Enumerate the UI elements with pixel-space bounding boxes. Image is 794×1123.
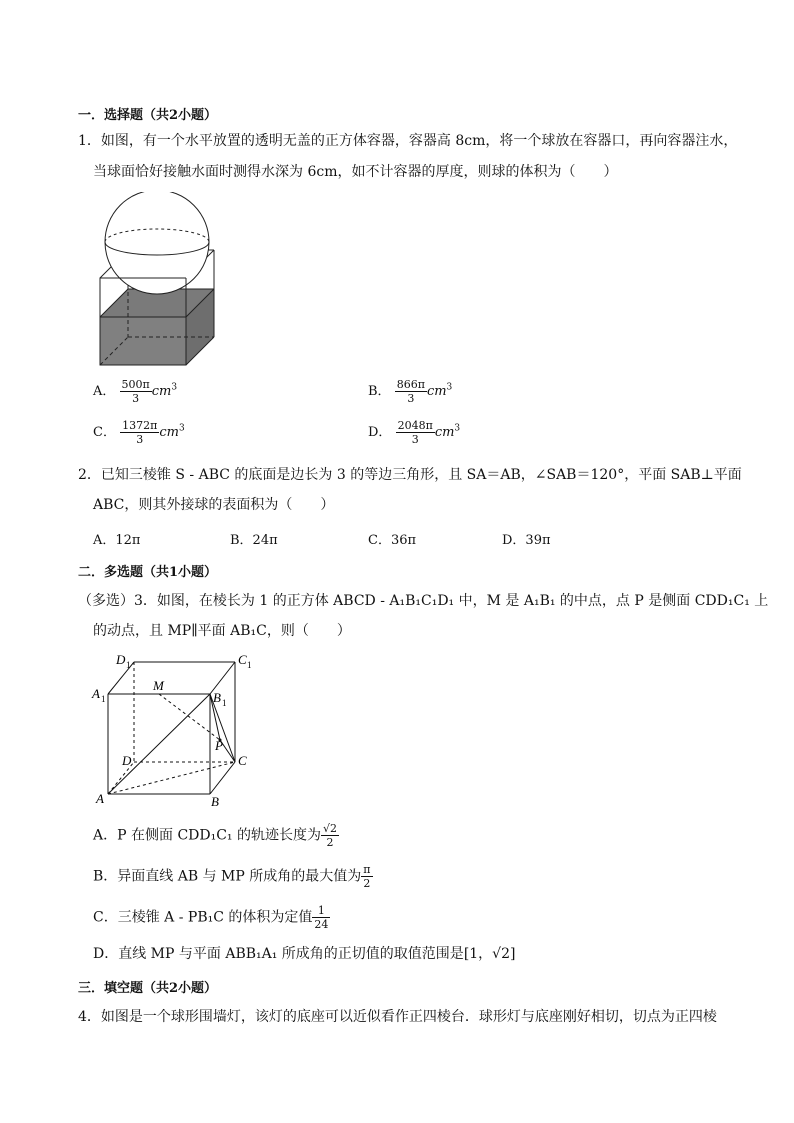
- option-letter: D．: [93, 946, 119, 962]
- label-b1-sub: 1: [222, 698, 227, 708]
- q3-option-b[interactable]: [93, 863, 373, 890]
- q2-text-line2: ABC，则其外接球的表面积为（ ）: [93, 497, 335, 513]
- fraction: [120, 419, 159, 446]
- q2-option-b[interactable]: B．24π: [230, 533, 278, 548]
- unit-exponent: 3: [178, 423, 185, 434]
- fraction: [321, 822, 339, 849]
- fraction-denominator: 2: [326, 836, 334, 849]
- fraction: [120, 378, 152, 405]
- q3-cube-figure: [90, 650, 260, 810]
- label-a1: A: [92, 686, 100, 701]
- q2-text-line1: 2．已知三棱锥 S - ABC 的底面是边长为 3 的等边三角形，且 SA＝AB，∠SAB＝120°，平面 SAB⊥平面: [78, 467, 742, 483]
- q1-option-b[interactable]: [368, 378, 452, 405]
- fraction-numerator: 1372π: [122, 419, 158, 432]
- fraction-denominator: 3: [136, 433, 144, 446]
- unit: cm: [434, 425, 455, 440]
- q2-option-a[interactable]: A．12π: [93, 533, 141, 548]
- fraction-denominator: 2: [363, 877, 371, 890]
- q1-option-c[interactable]: [93, 419, 185, 446]
- option-letter: B．: [368, 384, 391, 399]
- label-p: P: [215, 738, 223, 753]
- option-letter: A．: [93, 384, 116, 399]
- label-b: B: [211, 794, 219, 809]
- section-title-fill: 三．填空题（共2小题）: [78, 981, 218, 996]
- q2-option-d[interactable]: D．39π: [502, 533, 551, 548]
- option-text: 三棱锥 A - PB₁C 的体积为定值: [117, 909, 313, 926]
- fraction-numerator: 866π: [396, 378, 425, 391]
- fraction-numerator: π: [363, 863, 371, 876]
- unit: cm: [159, 425, 179, 440]
- fraction-numerator: 2048π: [397, 419, 433, 432]
- q1-cube-sphere-figure: [96, 192, 220, 370]
- fraction: [312, 904, 330, 931]
- fraction-numerator: 1: [312, 904, 330, 918]
- label-c1-sub: 1: [247, 660, 252, 670]
- label-a1-sub: 1: [101, 694, 106, 704]
- option-letter: B．: [93, 868, 118, 885]
- label-c: C: [238, 753, 247, 768]
- option-text: 直线 MP 与平面 ABB₁A₁ 所成角的正切值的取值范围是: [118, 946, 464, 962]
- q2-option-c[interactable]: C．36π: [368, 533, 417, 548]
- fraction: [396, 419, 435, 446]
- q3-option-c[interactable]: [93, 904, 330, 931]
- q3-option-d[interactable]: [93, 945, 515, 963]
- label-m: M: [153, 678, 164, 693]
- label-b1: B: [213, 690, 221, 705]
- unit-exponent: 3: [454, 423, 461, 434]
- q3-text-line1: （多选）3．如图，在棱长为 1 的正方体 ABCD - A₁B₁C₁D₁ 中，M 是 A₁B₁ 的中点，点 P 是侧面 CDD₁C₁ 上: [78, 593, 769, 609]
- q4-text-line1: 4．如图是一个球形围墙灯，该灯的底座可以近似看作正四棱台．球形灯与底座刚好相切，切点为正四棱: [78, 1009, 717, 1025]
- label-a: A: [96, 791, 104, 806]
- unit: cm: [151, 384, 172, 399]
- section-title-multi: 二．多选题（共1小题）: [78, 565, 218, 580]
- fraction-denominator: 3: [411, 433, 419, 446]
- fraction-numerator: √2: [323, 822, 338, 835]
- fraction: [395, 378, 427, 405]
- fraction: [361, 863, 372, 890]
- q1-text-line1: 1．如图，有一个水平放置的透明无盖的正方体容器，容器高 8cm，将一个球放在容器口，再向容器注水，: [78, 133, 738, 149]
- option-text: P 在侧面 CDD₁C₁ 的轨迹长度为: [117, 827, 321, 844]
- option-letter: C．: [93, 909, 118, 926]
- q3-option-a[interactable]: [93, 822, 339, 849]
- section-title-choice: 一．选择题（共2小题）: [78, 108, 218, 123]
- label-d: D: [122, 753, 132, 768]
- option-letter: A．: [93, 827, 118, 844]
- q1-text-line2: 当球面恰好接触水面时测得水深为 6cm，如不计容器的厚度，则球的体积为（ ）: [93, 164, 618, 180]
- fraction-denominator: 3: [407, 392, 415, 405]
- fraction-denominator: 3: [132, 392, 140, 405]
- option-text: 异面直线 AB 与 MP 所成角的最大值为: [117, 868, 362, 885]
- unit-exponent: 3: [446, 382, 453, 393]
- q1-option-d[interactable]: [368, 419, 460, 446]
- q3-text-line2: 的动点，且 MP∥平面 AB₁C，则（ ）: [93, 623, 351, 639]
- q1-option-a[interactable]: [93, 378, 177, 405]
- option-range: [1，√2]: [463, 946, 516, 962]
- option-letter: C．: [93, 425, 116, 440]
- unit-exponent: 3: [171, 382, 178, 393]
- label-c1: C: [238, 652, 247, 667]
- option-letter: D．: [368, 425, 392, 440]
- fraction-numerator: 500π: [121, 378, 150, 391]
- fraction-denominator: 24: [314, 918, 329, 931]
- unit: cm: [426, 384, 447, 399]
- label-d1: D: [116, 652, 126, 667]
- label-d1-sub: 1: [126, 660, 131, 670]
